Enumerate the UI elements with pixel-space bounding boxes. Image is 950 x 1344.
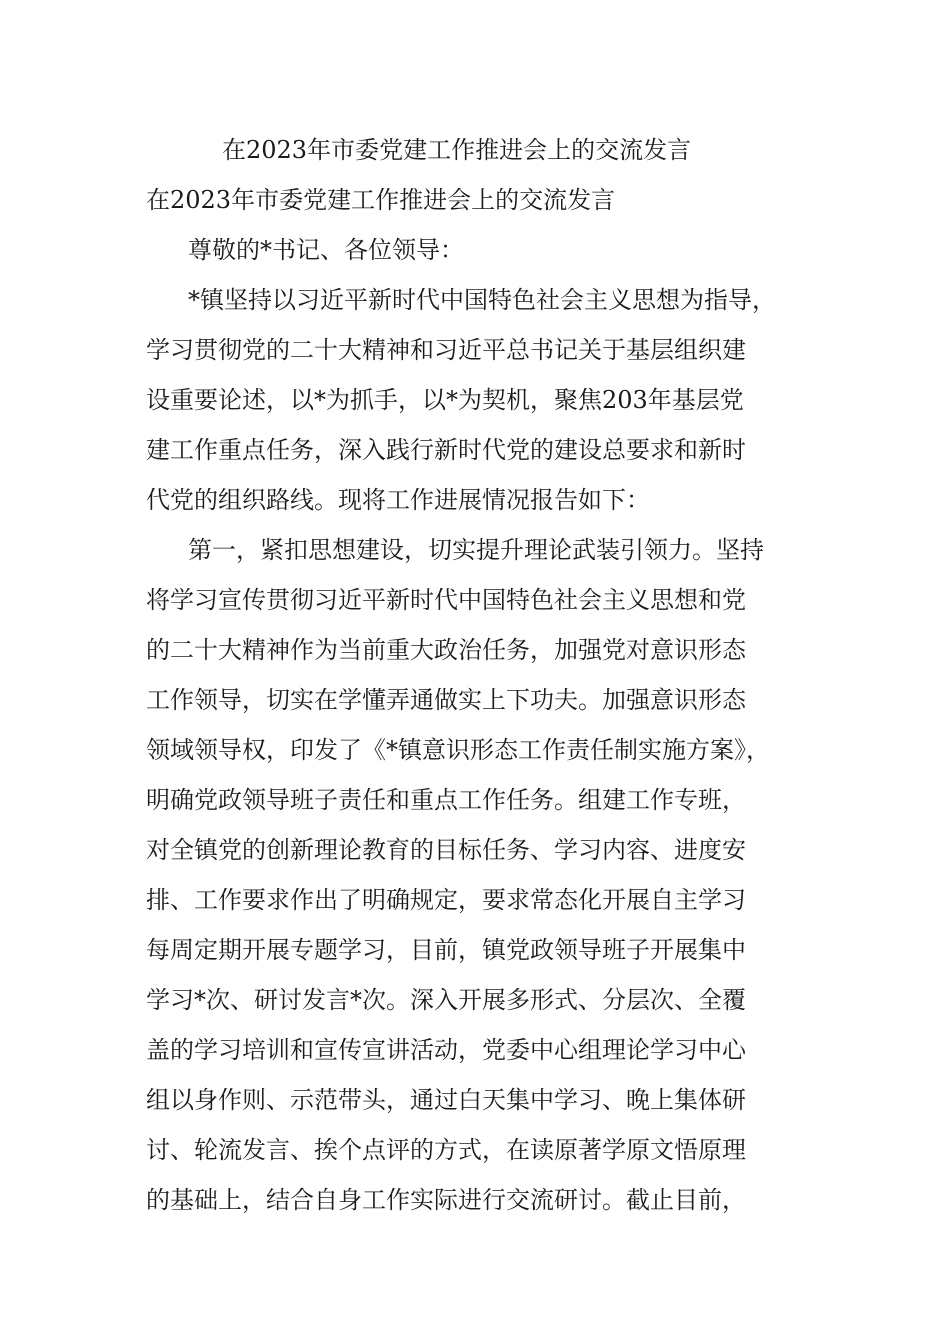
body-line: 的基础上，结合自身工作实际进行交流研讨。截止目前， <box>146 1186 746 1214</box>
body-line: 排、工作要求作出了明确规定，要求常态化开展自主学习 <box>146 886 746 914</box>
document-title: 在2023年市委党建工作推进会上的交流发言 <box>222 136 692 164</box>
body-line: 组以身作则、示范带头，通过白天集中学习、晚上集体研 <box>146 1086 746 1114</box>
body-line: 明确党政领导班子责任和重点工作任务。组建工作专班， <box>146 786 746 814</box>
body-line: 建工作重点任务，深入践行新时代党的建设总要求和新时 <box>146 436 746 464</box>
document-subtitle: 在2023年市委党建工作推进会上的交流发言 <box>146 186 616 214</box>
body-line: 的二十大精神作为当前重大政治任务，加强党对意识形态 <box>146 636 746 664</box>
body-line: 工作领导，切实在学懂弄通做实上下功夫。加强意识形态 <box>146 686 746 714</box>
salutation: 尊敬的*书记、各位领导： <box>188 236 464 264</box>
body-line: 每周定期开展专题学习，目前，镇党政领导班子开展集中 <box>146 936 746 964</box>
body-line: 领域领导权，印发了《*镇意识形态工作责任制实施方案》， <box>146 736 770 764</box>
body-line: 代党的组织路线。现将工作进展情况报告如下： <box>146 486 650 514</box>
body-line: 讨、轮流发言、挨个点评的方式，在读原著学原文悟原理 <box>146 1136 746 1164</box>
body-line: 对全镇党的创新理论教育的目标任务、学习内容、进度安 <box>146 836 746 864</box>
body-line: *镇坚持以习近平新时代中国特色社会主义思想为指导， <box>188 286 776 314</box>
body-line: 盖的学习培训和宣传宣讲活动，党委中心组理论学习中心 <box>146 1036 746 1064</box>
body-line: 学习贯彻党的二十大精神和习近平总书记关于基层组织建 <box>146 336 746 364</box>
body-line: 学习*次、研讨发言*次。深入开展多形式、分层次、全覆 <box>146 986 746 1014</box>
body-line: 设重要论述，以*为抓手，以*为契机，聚焦203年基层党 <box>146 386 744 414</box>
body-line: 将学习宣传贯彻习近平新时代中国特色社会主义思想和党 <box>146 586 746 614</box>
body-line: 第一，紧扣思想建设，切实提升理论武装引领力。坚持 <box>188 536 764 564</box>
